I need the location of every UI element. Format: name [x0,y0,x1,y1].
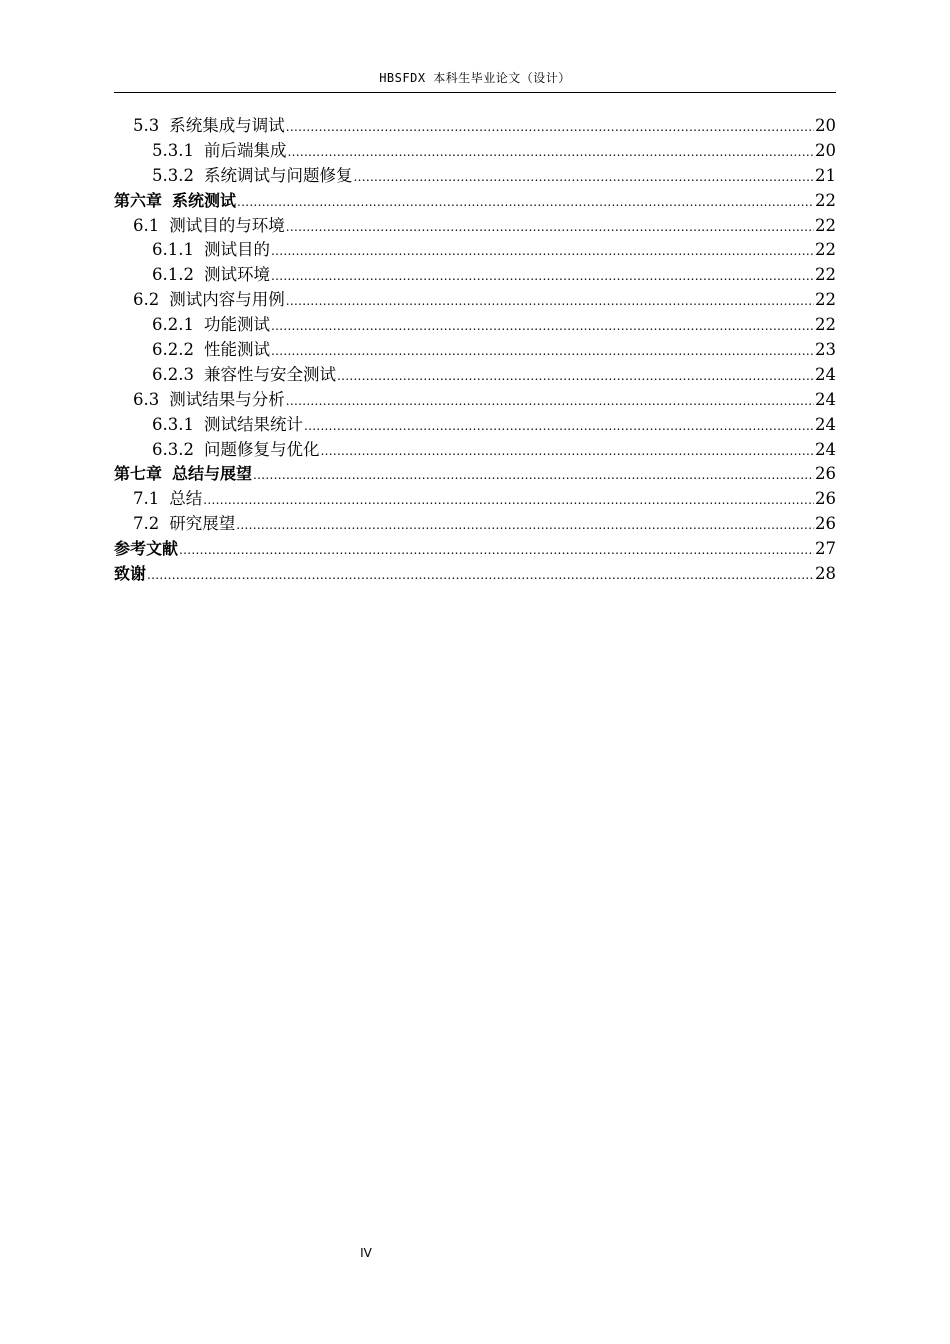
toc-entry-page: 22 [815,315,836,335]
toc-entry-number: 5.3 [133,116,160,135]
dot-leader [236,513,814,538]
toc-entry-page: 28 [815,564,836,584]
toc-entry-title: 研究展望 [169,514,236,534]
toc-entry-title: 系统测试 [172,190,237,210]
toc-entry-page: 24 [815,389,836,409]
toc-entry-title: 前后端集成 [203,140,287,160]
toc-entry-title: 测试结果与分析 [169,389,285,409]
toc-entry-title: 系统调试与问题修复 [203,165,353,185]
toc-entry-number: 6.3.2 [152,439,194,459]
toc-entry-number: 6.1.2 [152,265,194,285]
dot-leader [337,364,814,389]
toc-entry-page: 26 [815,489,836,509]
toc-entry-number: 6.3 [133,389,160,409]
dot-leader [304,414,814,439]
running-header: HBSFDX 本科生毕业论文（设计） [379,71,571,85]
toc-entry[interactable] [114,438,836,463]
toc-entry[interactable] [114,363,836,388]
toc-entry[interactable] [114,214,836,239]
toc-entry-page: 23 [815,340,836,360]
toc-entry-page: 27 [815,539,836,559]
toc-entry-page: 24 [815,439,836,459]
toc-entry-page: 20 [815,116,836,135]
table-of-contents [114,114,836,587]
toc-entry-title: 参考文献 [114,539,179,559]
dot-leader [271,314,814,339]
toc-entry[interactable] [114,313,836,338]
toc-entry-title: 系统集成与调试 [169,116,285,135]
toc-entry-title: 问题修复与优化 [203,439,320,459]
toc-entry-title: 总结 [169,489,203,509]
toc-entry-number: 7.2 [133,514,160,534]
dot-leader [286,215,814,240]
toc-entry-page: 24 [815,414,836,434]
toc-entry-title: 测试环境 [203,265,270,285]
dot-leader [271,264,814,289]
toc-entry-page: 22 [815,240,836,260]
toc-entry[interactable] [114,512,836,537]
dot-leader [320,439,814,464]
toc-entry-title: 测试目的与环境 [169,215,285,235]
dot-leader [237,190,814,215]
dot-leader [271,239,814,264]
dot-leader [253,463,814,488]
toc-entry[interactable] [114,189,836,214]
toc-entry-page: 26 [815,464,836,484]
toc-entry-title: 致谢 [114,564,147,584]
toc-entry-page: 22 [815,265,836,285]
toc-entry[interactable] [114,562,836,587]
toc-entry-title: 测试内容与用例 [169,290,285,310]
toc-entry-page: 20 [815,140,836,160]
toc-entry-number: 6.2.2 [152,340,194,360]
dot-leader [203,488,814,513]
toc-entry-title: 测试目的 [203,240,270,260]
toc-entry[interactable] [114,338,836,363]
dot-leader [147,563,814,588]
toc-entry-page: 26 [815,514,836,534]
toc-entry-page: 22 [815,215,836,235]
toc-entry[interactable] [114,238,836,263]
toc-entry-title: 测试结果统计 [203,414,303,434]
toc-entry-page: 22 [815,190,836,210]
toc-entry[interactable] [114,263,836,288]
toc-entry-number: 6.2.1 [152,315,194,335]
toc-entry-title: 兼容性与安全测试 [203,364,336,384]
toc-entry-number: 5.3.2 [152,165,194,185]
toc-entry[interactable] [114,487,836,512]
dot-leader [179,538,814,563]
page-number: IV [360,1246,372,1260]
toc-entry-number: 6.2.3 [152,364,194,384]
toc-entry[interactable] [114,114,836,139]
toc-entry-number: 6.3.1 [152,414,194,434]
toc-entry-page: 24 [815,364,836,384]
toc-entry-number: 6.2 [133,290,160,310]
toc-entry[interactable] [114,413,836,438]
toc-entry[interactable] [114,462,836,487]
toc-entry-number: 第六章 [114,190,163,210]
dot-leader [286,115,814,140]
toc-entry-number: 7.1 [133,489,160,509]
toc-entry[interactable] [114,139,836,164]
toc-entry[interactable] [114,164,836,189]
dot-leader [286,389,814,414]
dot-leader [353,165,814,190]
toc-entry-page: 21 [815,165,836,185]
dot-leader [287,140,814,165]
toc-entry-title: 性能测试 [203,340,270,360]
header-divider [114,92,836,93]
dot-leader [286,289,814,314]
dot-leader [271,339,814,364]
toc-entry-title: 功能测试 [203,315,270,335]
toc-entry[interactable] [114,388,836,413]
toc-entry-number: 第七章 [114,464,163,484]
toc-entry-number: 6.1.1 [152,240,194,260]
toc-entry-number: 6.1 [133,215,160,235]
toc-entry[interactable] [114,537,836,562]
toc-entry[interactable] [114,288,836,313]
toc-entry-title: 总结与展望 [172,464,253,484]
toc-entry-number: 5.3.1 [152,140,194,160]
toc-entry-page: 22 [815,290,836,310]
